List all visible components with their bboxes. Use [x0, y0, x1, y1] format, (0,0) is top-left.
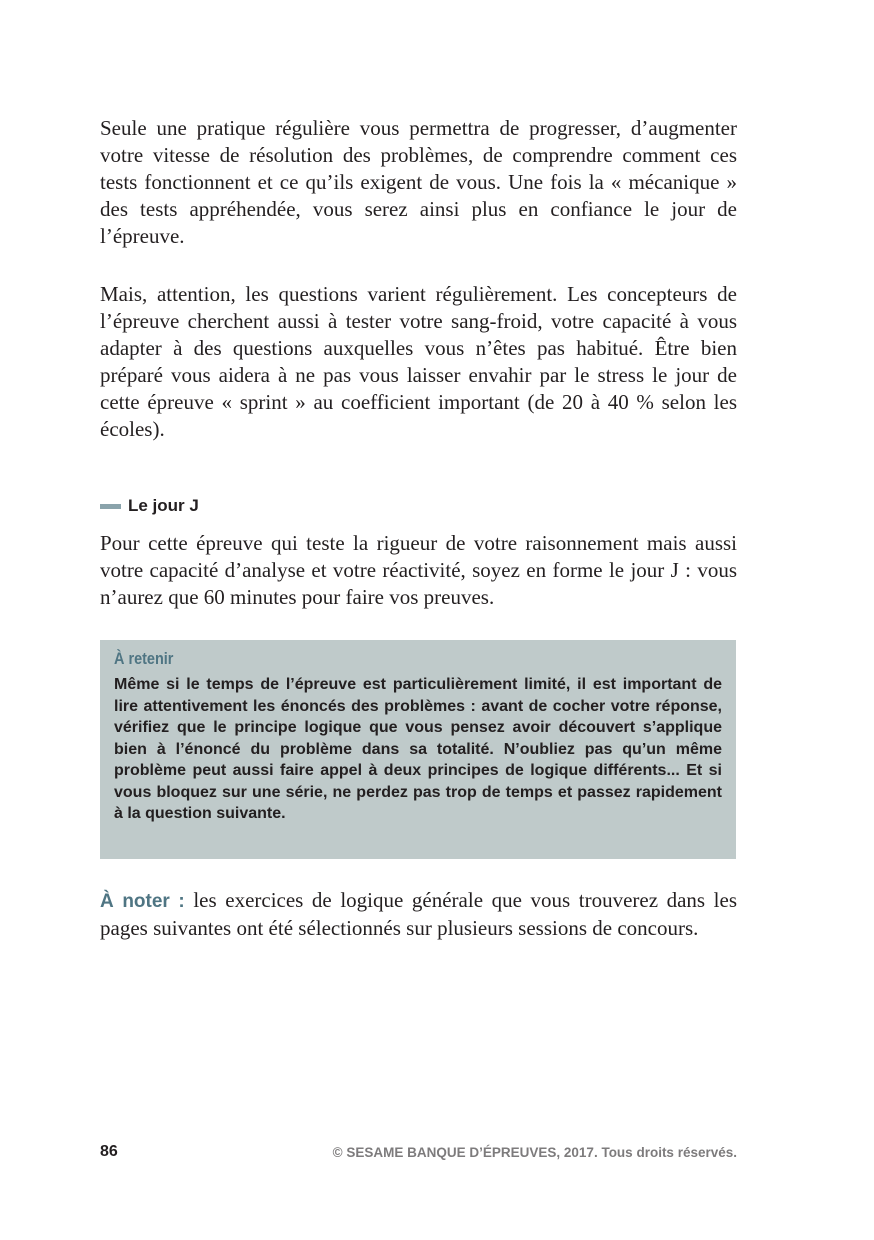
note-label: À noter : [100, 891, 185, 912]
page-number: 86 [100, 1143, 118, 1160]
section-heading-text: Le jour J [128, 496, 199, 515]
retenir-box [100, 640, 736, 859]
jour-j-paragraph: Pour cette épreuve qui teste la rigueur de votre raisonnement mais aussi votre capacité d’analyse et votre réactivité, soyez en forme le jour J : vous n’aurez que 60 minutes pour faire vos preuves. [100, 531, 737, 609]
heading-bar-icon [100, 504, 121, 509]
note-paragraph [100, 887, 737, 942]
intro-paragraph-practice: Seule une pratique régulière vous permettra de progresser, d’augmenter votre vitesse de résolution des problèmes, de comprendre comment ces tests fonctionnent et ce qu’ils exigent de vous. Une fois la « mécanique » des tests appréhendée, vous serez ainsi plus en confiance le jour de l’épreuve. [100, 116, 737, 248]
intro-paragraph-attention: Mais, attention, les questions varient régulièrement. Les concepteurs de l’épreuve cherchent aussi à tester votre sang-froid, votre capacité à vous adapter à des questions auxquelles vous n’êtes pas habitué. Être bien préparé vous aidera à ne pas vous laisser envahir par le stress le jour de cette épreuve « sprint » au coefficient important (de 20 à 40 % selon les écoles). [100, 282, 737, 441]
retenir-text: Même si le temps de l’épreuve est particulièrement limité, il est important de lire attentivement les énoncés des problèmes : avant de cocher votre réponse, vérifiez que le principe logique que vous pensez avoir découvert s’applique bien à l’énoncé du problème dans sa totalité. N’oubliez pas qu’un même problème peut aussi faire appel à deux principes de logique différents... Et si vous bloquez sur une série, ne perdez pas trop de temps et passez rapidement à la question suivante. [114, 676, 722, 822]
note-text: les exercices de logique générale que vous trouverez dans les pages suivantes ont été sélectionnés sur plusieurs sessions de concours. [100, 888, 737, 940]
retenir-title: À retenir [114, 649, 174, 668]
section-heading [100, 496, 199, 516]
copyright-notice: © SESAME BANQUE D’ÉPREUVES, 2017. Tous droits réservés. [332, 1145, 737, 1160]
